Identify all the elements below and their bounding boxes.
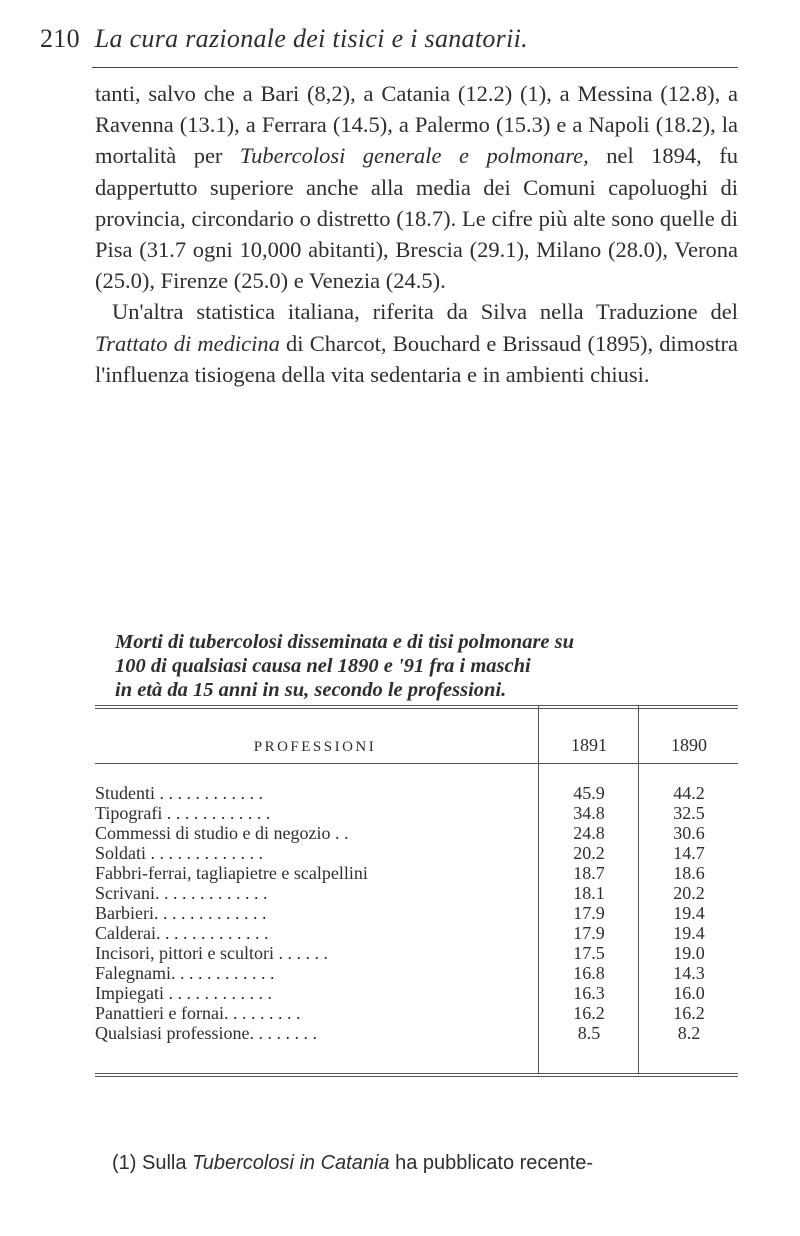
paragraph-2 <box>95 296 738 390</box>
table-row <box>95 1023 738 1043</box>
paragraph-1-text-a: tanti, salvo che a Bari (8,2), a Catania (12.2) (1), a Messina (12.8), a Ravenna (13.1), a Ferrara (14.5), a Palermo (15.3) e a Napoli (18.2), la mortalità per <box>95 81 738 169</box>
value-1890: 18.6 <box>673 863 705 883</box>
value-1891: 45.9 <box>573 783 605 803</box>
table-row <box>95 863 738 883</box>
caption-line-2: 100 di qualsiasi causa nel 1890 e '91 fra i maschi <box>115 655 531 677</box>
value-1891: 16.2 <box>573 1003 605 1023</box>
footnote-italic: Tubercolosi in Catania <box>192 1152 390 1174</box>
value-1891: 8.5 <box>577 1023 601 1043</box>
caption-line-1: Morti di tubercolosi disseminata e di tisi polmonare su <box>115 631 575 653</box>
value-1891: 18.1 <box>573 883 605 903</box>
value-1891: 24.8 <box>573 823 605 843</box>
table-caption <box>115 630 735 702</box>
caption-line-3: in età da 15 anni in su, secondo le professioni. <box>115 679 507 701</box>
table-row <box>95 983 738 1003</box>
profession-cell: Incisori, pittori e scultori . . . . . . <box>95 943 328 963</box>
value-1891: 16.8 <box>573 963 605 983</box>
value-1890: 19.4 <box>673 903 705 923</box>
table-row <box>95 903 738 923</box>
professions-table <box>95 705 738 1145</box>
table-row <box>95 823 738 843</box>
paragraph-2-italic: Trattato di medicina <box>95 330 280 356</box>
table-row <box>95 943 738 963</box>
table-row <box>95 1003 738 1023</box>
profession-cell: Panattieri e fornai. . . . . . . . . <box>95 1003 301 1023</box>
paragraph-2-text-b: di Charcot, Bouchard e Brissaud (1895), dimostra l'influenza tisiogena della vita sedentaria e in ambienti chiusi. <box>95 330 738 387</box>
table-top-rule-2 <box>95 708 738 709</box>
table-row <box>95 783 738 803</box>
profession-cell: Fabbri-ferrai, tagliapietre e scalpellini <box>95 863 368 883</box>
value-1890: 8.2 <box>677 1023 701 1043</box>
header-rule <box>92 67 738 68</box>
value-1891: 34.8 <box>573 803 605 823</box>
value-1890: 16.0 <box>673 983 705 1003</box>
profession-cell: Barbieri. . . . . . . . . . . . . <box>95 903 267 923</box>
value-1890: 16.2 <box>673 1003 705 1023</box>
profession-cell: Commessi di studio e di negozio . . <box>95 823 349 843</box>
value-1891: 20.2 <box>573 843 605 863</box>
table-body <box>95 783 738 1043</box>
profession-cell: Calderai. . . . . . . . . . . . . <box>95 923 269 943</box>
table-row <box>95 843 738 863</box>
table-row <box>95 803 738 823</box>
body-text <box>95 78 738 390</box>
value-1890: 30.6 <box>673 823 705 843</box>
paragraph-1-italic: Tubercolosi generale e polmonare, <box>239 143 589 169</box>
profession-cell: Tipografi . . . . . . . . . . . . <box>95 803 271 823</box>
profession-cell: Soldati . . . . . . . . . . . . . <box>95 843 264 863</box>
value-1890: 14.7 <box>673 843 705 863</box>
table-row <box>95 923 738 943</box>
profession-cell: Qualsiasi professione. . . . . . . . <box>95 1023 317 1043</box>
footnote-marker: (1) Sulla <box>112 1152 193 1174</box>
table-top-rule <box>95 705 738 706</box>
value-1890: 32.5 <box>673 803 705 823</box>
header-1891: 1891 <box>571 735 607 755</box>
profession-cell: Studenti . . . . . . . . . . . . <box>95 783 264 803</box>
footnote-text: ha pubblicato recente- <box>389 1152 594 1174</box>
table-row <box>95 963 738 983</box>
table-bottom-rule <box>95 1073 738 1074</box>
profession-cell: Scrivani. . . . . . . . . . . . . <box>95 883 268 903</box>
paragraph-1 <box>95 78 738 296</box>
value-1891: 17.9 <box>573 903 605 923</box>
value-1891: 18.7 <box>573 863 605 883</box>
running-header <box>40 24 740 54</box>
value-1890: 20.2 <box>673 883 705 903</box>
value-1890: 14.3 <box>673 963 705 983</box>
page-number: 210 <box>40 24 80 53</box>
profession-cell: Falegnami. . . . . . . . . . . . <box>95 963 275 983</box>
running-title: La cura razionale dei tisici e i sanatorii. <box>94 24 528 53</box>
paragraph-1-text-b: nel 1894, fu dappertutto superiore anche alla media dei Comuni capoluoghi di provincia, circondario o distretto (18.7). Le cifre più alte sono quelle di Pisa (31.7 ogni 10,000 abitanti), Brescia (29.1), Milano (28.0), Verona (25.0), Firenze (25.0) e Venezia (24.5). <box>95 143 739 294</box>
paragraph-2-text-a: Un'altra statistica italiana, riferita da Silva nella Traduzione del <box>112 299 738 325</box>
table-header-rule <box>95 763 738 764</box>
value-1891: 16.3 <box>573 983 605 1003</box>
value-1891: 17.9 <box>573 923 605 943</box>
header-professions: PROFESSIONI <box>253 739 377 755</box>
value-1890: 44.2 <box>673 783 705 803</box>
profession-cell: Impiegati . . . . . . . . . . . . <box>95 983 272 1003</box>
value-1890: 19.0 <box>673 943 705 963</box>
header-1890: 1890 <box>671 735 707 755</box>
value-1891: 17.5 <box>573 943 605 963</box>
table-row <box>95 883 738 903</box>
value-1890: 19.4 <box>673 923 705 943</box>
table-bottom-rule-2 <box>95 1076 738 1077</box>
footnote <box>112 1152 752 1175</box>
